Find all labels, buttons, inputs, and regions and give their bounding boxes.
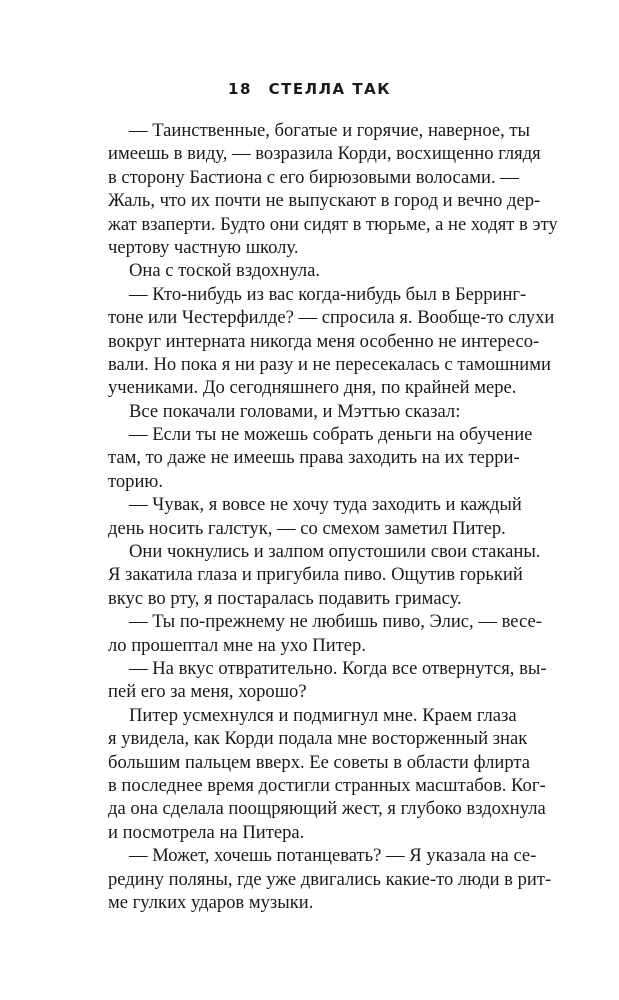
- text-line: да она сделала поощряющий жест, я глубоко вздохнула: [108, 798, 546, 820]
- text-line: — Чувак, я вовсе не хочу туда заходить и каждый: [129, 494, 522, 516]
- text-line: большим пальцем вверх. Ее советы в области флирта: [108, 751, 530, 773]
- body-text: [108, 119, 558, 914]
- text-line: Питер усмехнулся и подмигнул мне. Краем глаза: [129, 704, 517, 726]
- text-line: чертову частную школу.: [108, 236, 299, 258]
- text-line: Они чокнулись и залпом опустошили свои стаканы.: [129, 541, 541, 563]
- text-line: жат взаперти. Будто они сидят в тюрьме, а не ходят в эту: [108, 213, 558, 235]
- running-head: [0, 80, 619, 98]
- text-line: имеешь в виду, — возразила Корди, восхищенно глядя: [108, 143, 541, 165]
- paragraph: [108, 259, 510, 282]
- text-line: вокруг интерната никогда меня особенно не интересо-: [108, 330, 540, 352]
- text-line: Все покачали головами, и Мэттью сказал:: [129, 400, 461, 422]
- text-line: и посмотрела на Питера.: [108, 821, 305, 843]
- text-line: — Таинственные, богатые и горячие, наверное, ты: [129, 120, 531, 141]
- text-line: в сторону Бастиона с его бирюзовыми волосами. —: [108, 166, 519, 188]
- paragraph: [108, 657, 547, 704]
- text-line: ло прошептал мне на ухо Питер.: [108, 634, 366, 656]
- paragraph: [108, 400, 510, 423]
- paragraph: [108, 610, 542, 657]
- text-line: в последнее время достигли странных масштабов. Ког-: [108, 774, 546, 796]
- paragraph: [108, 423, 533, 493]
- text-line: пей его за меня, хорошо?: [108, 681, 307, 703]
- paragraph: [108, 540, 541, 610]
- text-line: Я закатила глаза и пригубила пиво. Ощутив горький: [108, 564, 523, 586]
- text-line: ме гулких ударов музыки.: [108, 891, 314, 913]
- paragraph: [108, 283, 555, 400]
- page-number: 18: [228, 80, 252, 98]
- text-line: — Может, хочешь потанцевать? — Я указала на се-: [129, 845, 537, 867]
- text-line: вкус во рту, я постаралась подавить гримасу.: [108, 587, 462, 609]
- text-line: вали. Но пока я ни разу и не пересекалась с тамошними: [108, 353, 551, 375]
- text-line: — Если ты не можешь собрать деньги на обучение: [129, 424, 533, 446]
- text-line: тоне или Честерфилде? — спросила я. Вообще-то слухи: [108, 307, 555, 329]
- running-head-author: СТЕЛЛА ТАК: [268, 80, 391, 98]
- paragraph: [108, 119, 558, 259]
- text-line: Жаль, что их почти не выпускают в город и вечно дер-: [108, 190, 541, 212]
- text-line: — На вкус отвратительно. Когда все отвернутся, вы-: [129, 657, 547, 679]
- text-line: редину поляны, где уже двигались какие-то люди в рит-: [108, 868, 552, 890]
- text-line: — Ты по-прежнему не любишь пиво, Элис, — весе-: [129, 611, 542, 633]
- paragraph: [108, 704, 546, 844]
- text-line: я увидела, как Корди подала мне восторженный знак: [108, 728, 528, 750]
- text-line: торию.: [108, 470, 163, 492]
- paragraph: [108, 844, 552, 914]
- paragraph: [108, 493, 522, 540]
- text-line: Она с тоской вздохнула.: [129, 260, 321, 282]
- text-line: день носить галстук, — со смехом заметил Питер.: [108, 517, 506, 539]
- text-line: — Кто-нибудь из вас когда-нибудь был в Берринг-: [129, 283, 527, 305]
- text-line: учениками. До сегодняшнего дня, по крайней мере.: [108, 377, 517, 399]
- text-line: там, то даже не имеешь права заходить на их терри-: [108, 447, 520, 469]
